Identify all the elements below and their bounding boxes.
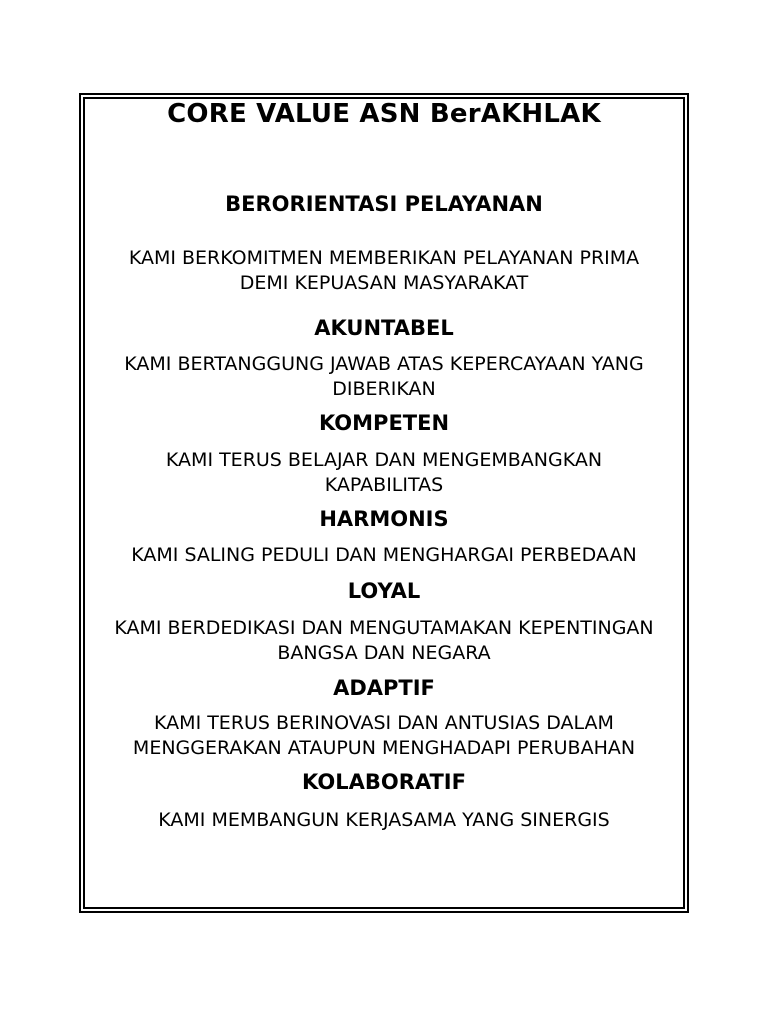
value-heading-kompeten: KOMPETEN	[318, 411, 450, 435]
description-line: BANGSA DAN NEGARA	[277, 642, 491, 664]
value-description-kolaboratif	[90, 808, 678, 833]
description-line: KAMI BERTANGGUNG JAWAB ATAS KEPERCAYAAN YANG	[124, 353, 644, 375]
value-description-loyal	[90, 616, 678, 666]
value-heading-harmonis: HARMONIS	[319, 507, 449, 531]
value-description-harmonis	[90, 543, 678, 568]
value-heading-akuntabel: AKUNTABEL	[314, 316, 454, 340]
value-description-akuntabel	[90, 352, 678, 402]
page-title: CORE VALUE ASN BerAKHLAK	[167, 99, 601, 129]
description-line: KAMI TERUS BELAJAR DAN MENGEMBANGKAN	[165, 449, 603, 471]
description-line: MENGGERAKAN ATAUPUN MENGHADAPI PERUBAHAN	[132, 737, 636, 759]
description-line: KAMI BERKOMITMEN MEMBERIKAN PELAYANAN PRIMA	[128, 247, 640, 269]
description-line: KAMI SALING PEDULI DAN MENGHARGAI PERBEDAAN	[131, 544, 637, 566]
description-line: DEMI KEPUASAN MASYARAKAT	[239, 272, 529, 294]
value-description-berorientasi-pelayanan	[90, 246, 678, 296]
value-heading-kolaboratif: KOLABORATIF	[302, 770, 466, 794]
value-heading-adaptif: ADAPTIF	[333, 676, 435, 700]
value-description-kompeten	[90, 448, 678, 498]
description-line: KAPABILITAS	[324, 474, 444, 496]
description-line: DIBERIKAN	[332, 378, 436, 400]
description-line: KAMI TERUS BERINOVASI DAN ANTUSIAS DALAM	[154, 712, 614, 734]
value-description-adaptif	[90, 711, 678, 761]
value-heading-berorientasi-pelayanan: BERORIENTASI PELAYANAN	[225, 192, 543, 216]
description-line: KAMI BERDEDIKASI DAN MENGUTAMAKAN KEPENTINGAN	[114, 617, 654, 639]
description-line: KAMI MEMBANGUN KERJASAMA YANG SINERGIS	[158, 809, 610, 831]
value-heading-loyal: LOYAL	[347, 579, 421, 603]
